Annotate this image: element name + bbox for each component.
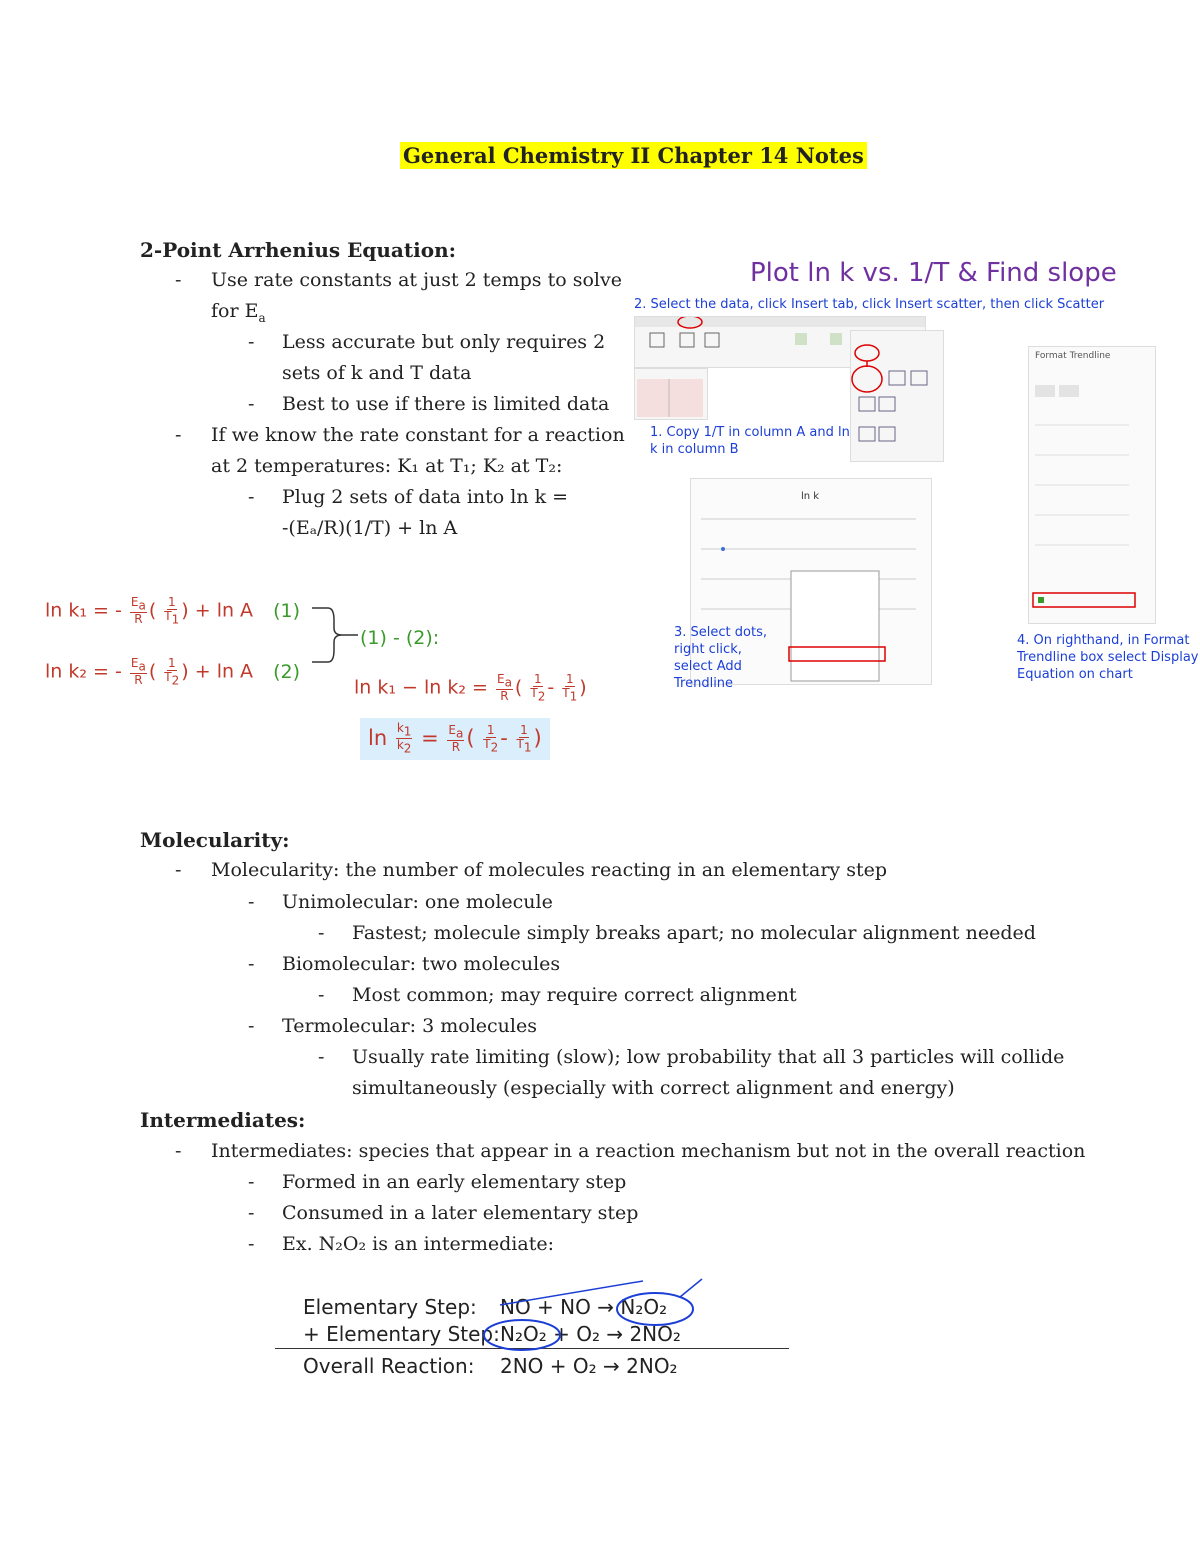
bullet-dash: - bbox=[175, 269, 182, 291]
equation-1: ln k₁ = - $\frac{E_a}{R}$ ( $\frac{1}{T_1}$ ) + ln A (1) bbox=[45, 595, 301, 627]
unimolecular: Unimolecular: one molecule bbox=[282, 891, 553, 913]
bullet-dash: - bbox=[318, 1046, 325, 1068]
bullet-dash: - bbox=[175, 859, 182, 881]
bullet-dash: - bbox=[175, 1140, 182, 1162]
arrhenius-bullet-2: If we know the rate constant for a reaction bbox=[211, 424, 625, 446]
arrhenius-sub-3: Plug 2 sets of data into ln k = bbox=[282, 486, 569, 508]
final-equation: ln $\frac{k_1}{k_2}$ = $\frac{E_a}{R}$ ( $\frac{1}{T_2}$ - $\frac{1}{T_1}$ ) bbox=[360, 718, 550, 760]
intermediates-definition: Intermediates: species that appear in a reaction mechanism but not in the overall reaction bbox=[211, 1140, 1086, 1162]
bullet-dash: - bbox=[248, 953, 255, 975]
arrhenius-sub-1-cont: sets of k and T data bbox=[282, 362, 472, 384]
biomolecular-detail: Most common; may require correct alignment bbox=[352, 984, 797, 1006]
arrhenius-bullet-2-cont: at 2 temperatures: K₁ at T₁; K₂ at T₂: bbox=[211, 455, 563, 477]
arrhenius-sub-3-cont: -(Eₐ/R)(1/T) + ln A bbox=[282, 517, 458, 539]
molecularity-definition: Molecularity: the number of molecules reacting in an elementary step bbox=[211, 859, 887, 881]
arrhenius-sub-1: Less accurate but only requires 2 bbox=[282, 331, 606, 353]
arrhenius-bullet-1: Use rate constants at just 2 temps to solve bbox=[211, 269, 622, 291]
intermediates-sub-1: Formed in an early elementary step bbox=[282, 1171, 627, 1193]
bullet-dash: - bbox=[248, 1015, 255, 1037]
bullet-dash: - bbox=[248, 1233, 255, 1255]
bullet-dash: - bbox=[248, 1202, 255, 1224]
bullet-dash: - bbox=[175, 424, 182, 446]
difference-equation: ln k₁ − ln k₂ = $\frac{E_a}{R}$ ( $\frac{1}{T_2}$ - $\frac{1}{T_1}$ ) bbox=[354, 672, 587, 704]
mech-label-3: Overall Reaction: bbox=[303, 1354, 475, 1378]
molecularity-heading: Molecularity: bbox=[140, 828, 290, 852]
bullet-dash: - bbox=[248, 891, 255, 913]
bullet-dash: - bbox=[248, 393, 255, 415]
brace-connector bbox=[300, 600, 360, 670]
unimolecular-detail: Fastest; molecule simply breaks apart; no molecular alignment needed bbox=[352, 922, 1036, 944]
mech-label-1: Elementary Step: bbox=[303, 1295, 477, 1319]
difference-label: (1) - (2): bbox=[360, 627, 440, 649]
biomolecular: Biomolecular: two molecules bbox=[282, 953, 561, 975]
mech-label-2: + Elementary Step: bbox=[303, 1322, 500, 1346]
mech-reaction-1: NO + NO → N₂O₂ bbox=[500, 1295, 668, 1319]
step-3-text: 3. Select dots, right click, select Add Trendline bbox=[674, 625, 767, 691]
bullet-dash: - bbox=[248, 1171, 255, 1193]
bullet-dash: - bbox=[318, 922, 325, 944]
svg-text:ln k: ln k bbox=[801, 491, 820, 502]
arrhenius-sub-2: Best to use if there is limited data bbox=[282, 393, 610, 415]
format-trendline-panel: Format Trendline bbox=[1028, 346, 1156, 624]
termolecular-detail-cont: simultaneously (especially with correct alignment and energy) bbox=[352, 1077, 955, 1099]
termolecular-detail: Usually rate limiting (slow); low probability that all 3 particles will collide bbox=[352, 1046, 1065, 1068]
termolecular: Termolecular: 3 molecules bbox=[282, 1015, 537, 1037]
bullet-dash: - bbox=[248, 331, 255, 353]
mech-reaction-2: N₂O₂ + O₂ → 2NO₂ bbox=[500, 1322, 681, 1346]
intermediates-sub-3: Ex. N₂O₂ is an intermediate: bbox=[282, 1233, 554, 1255]
intermediate-circles bbox=[480, 1275, 710, 1355]
intermediates-sub-2: Consumed in a later elementary step bbox=[282, 1202, 639, 1224]
bullet-dash: - bbox=[248, 486, 255, 508]
scatter-menu-image bbox=[850, 330, 944, 462]
equation-2: ln k₂ = - $\frac{E_a}{R}$ ( $\frac{1}{T_2}$ ) + ln A (2) bbox=[45, 656, 301, 688]
arrhenius-bullet-1-cont: for $E_a$ bbox=[211, 300, 266, 325]
page-title: General Chemistry II Chapter 14 Notes bbox=[400, 142, 867, 169]
plot-heading: Plot ln k vs. 1/T & Find slope bbox=[750, 258, 1117, 288]
arrhenius-heading: 2-Point Arrhenius Equation: bbox=[140, 238, 456, 262]
bullet-dash: - bbox=[318, 984, 325, 1006]
step-4-text: 4. On righthand, in Format Trendline box select Display Equation on chart bbox=[1017, 633, 1199, 682]
step-2-text: 2. Select the data, click Insert tab, click Insert scatter, then click Scatter bbox=[634, 297, 1105, 312]
step-1-text: 1. Copy 1/T in column A and ln k in column B bbox=[650, 425, 850, 457]
mech-reaction-3: 2NO + O₂ → 2NO₂ bbox=[500, 1354, 678, 1378]
spreadsheet-data-image bbox=[634, 368, 708, 420]
intermediates-heading: Intermediates: bbox=[140, 1108, 306, 1132]
